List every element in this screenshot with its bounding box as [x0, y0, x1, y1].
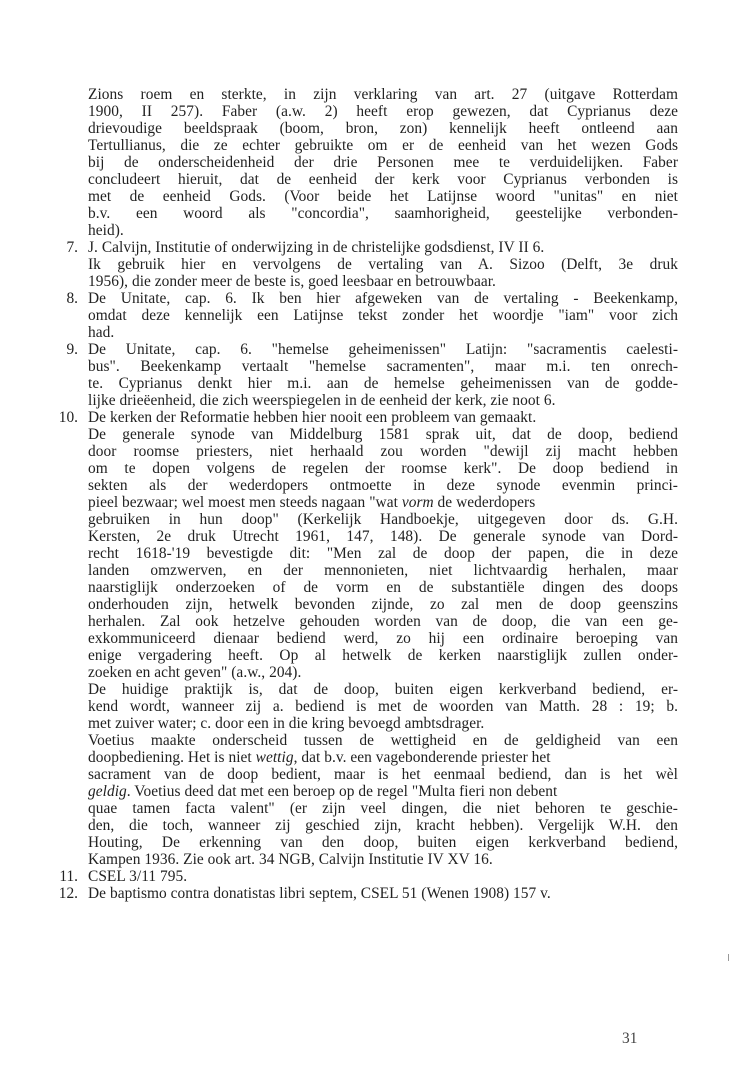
text-line: door roomse priesters, niet herhaald zou worden "dewijl zij macht hebben: [88, 443, 678, 460]
page-number: 31: [622, 1030, 638, 1047]
text-line: bus". Beekenkamp vertaalt "hemelse sacramenten", maar m.i. ten onrech-: [88, 358, 678, 375]
note-number: 9.: [66, 341, 78, 358]
text-line: 1900, II 257). Faber (a.w. 2) heeft erop gewezen, dat Cyprianus deze: [88, 103, 678, 120]
text-line: met zuiver water; c. door een in die kring bevoegd ambtsdrager.: [88, 715, 485, 732]
text-line: 1956), die zonder meer de beste is, goed leesbaar en betrouwbaar.: [88, 273, 496, 290]
text-line: Zions roem en sterkte, in zijn verklaring van art. 27 (uitgave Rotterdam: [88, 86, 678, 103]
note-number: 12.: [58, 885, 78, 902]
text-line: kend wordt, wanneer zij a. bediend is met de woorden van Matth. 28 : 19; b.: [88, 698, 678, 715]
text-line: bij de onderscheidenheid der drie Personen mee te verduidelijken. Faber: [88, 154, 678, 171]
text-line: J. Calvijn, Institutie of onderwijzing in de christelijke godsdienst, IV II 6.: [88, 239, 545, 256]
text-line: gebruiken in hun doop" (Kerkelijk Handboekje, uitgegeven door ds. G.H.: [88, 511, 678, 528]
text-line: Tertullianus, die ze echter gebruikte om er de eenheid van het wezen Gods: [88, 137, 678, 154]
text-line: quae tamen facta valent" (er zijn veel dingen, die niet behoren te geschie-: [88, 800, 678, 817]
text-line: De Unitate, cap. 6. Ik ben hier afgeweken van de vertaling - Beekenkamp,: [88, 290, 678, 307]
text-line: naarstiglijk onderzoeken of de vorm en de substantiële dingen des doops: [88, 579, 678, 596]
text-line: met de eenheid Gods. (Voor beide het Latijnse woord "unitas" en niet: [88, 188, 678, 205]
text-line: De kerken der Reformatie hebben hier nooit een probleem van gemaakt.: [88, 409, 537, 426]
text-line: lijke drieëenheid, die zich weerspiegelen in de eenheid der kerk, zie noot 6.: [88, 392, 556, 409]
text-segment: . Voetius deed dat met een beroep op de regel "Multa fieri non debent: [126, 783, 558, 800]
text-line: De generale synode van Middelburg 1581 sprak uit, dat de doop, bediend: [88, 426, 678, 443]
text-line: b.v. een woord als "concordia", saamhorigheid, geestelijke verbonden-: [88, 205, 678, 222]
text-line: De baptismo contra donatistas libri septem, CSEL 51 (Wenen 1908) 157 v.: [88, 885, 551, 902]
text-line: Voetius maakte onderscheid tussen de wettigheid en de geldigheid van een: [88, 732, 678, 749]
italic-word: vorm: [401, 494, 434, 511]
text-line-vorm: [88, 494, 678, 511]
text-line: concludeert hieruit, dat de eenheid der kerk voor Cyprianus verbonden is: [88, 171, 678, 188]
note-number: 8.: [66, 290, 78, 307]
text-line: Ik gebruik hier en vervolgens de vertaling van A. Sizoo (Delft, 3e druk: [88, 256, 678, 273]
text-segment: , dat b.v. een vagebonderende priester het: [293, 749, 551, 766]
italic-word: wettig: [255, 749, 294, 766]
text-line: den, die toch, wanneer zij geschied zijn, kracht hebben). Vergelijk W.H. den: [88, 817, 678, 834]
text-segment: de wederdopers: [433, 494, 536, 511]
text-line: Kampen 1936. Zie ook art. 34 NGB, Calvijn Institutie IV XV 16.: [88, 851, 493, 868]
text-line: CSEL 3/11 795.: [88, 868, 188, 885]
text-line: onderhouden zijn, hetwelk bevonden zijnde, zo zal men de doop geenszins: [88, 596, 678, 613]
text-segment: doopbediening. Het is niet: [88, 749, 256, 766]
text-line: om te dopen volgens de regelen der roomse kerk". De doop bediend in: [88, 460, 678, 477]
text-line: sekten als der wederdopers ontmoette in deze synode evenmin princi-: [88, 477, 678, 494]
text-line: exkommuniceerd dienaar bediend werd, zo hij een ordinaire beroeping van: [88, 630, 678, 647]
text-segment: pieel bezwaar; wel moest men steeds nagaan "wat: [88, 494, 402, 511]
text-line: drievoudige beeldspraak (boom, bron, zon) kennelijk heeft ontleend aan: [88, 120, 678, 137]
text-line: De Unitate, cap. 6. "hemelse geheimenissen" Latijn: "sacramentis caelesti-: [88, 341, 678, 358]
text-line-wettig: [88, 749, 678, 766]
note-number: 11.: [59, 868, 78, 885]
italic-word: geldig: [88, 783, 127, 800]
text-line: zoeken en acht geven" (a.w., 204).: [88, 664, 302, 681]
text-line: Houting, De erkenning van den doop, buiten eigen kerkverband bediend,: [88, 834, 678, 851]
text-line: heid).: [88, 222, 124, 239]
text-line: sacrament van de doop bedient, maar is het eenmaal bediend, dan is het wèl: [88, 766, 678, 783]
text-line: te. Cyprianus denkt hier m.i. aan de hemelse geheimenissen van de godde-: [88, 375, 678, 392]
text-line: enige vergadering heeft. Op al hetwelk de kerken naarstiglijk zullen onder-: [88, 647, 678, 664]
text-line: had.: [88, 324, 115, 341]
text-line: landen omzwerven, en der mennonieten, niet lichtvaardig herhalen, maar: [88, 562, 678, 579]
note-number: 10.: [58, 409, 78, 426]
text-line: omdat deze kennelijk een Latijnse tekst zonder het woordje "iam" voor zich: [88, 307, 678, 324]
text-line: Kersten, 2e druk Utrecht 1961, 147, 148). De generale synode van Dord-: [88, 528, 678, 545]
text-line: De huidige praktijk is, dat de doop, buiten eigen kerkverband bediend, er-: [88, 681, 678, 698]
text-line: recht 1618-'19 bevestigde dit: "Men zal de doop der papen, die in deze: [88, 545, 678, 562]
text-line-geldig: [88, 783, 678, 800]
text-line: herhalen. Zal ook hetzelve gehouden worden van de doop, die van een ge-: [88, 613, 678, 630]
note-number: 7.: [66, 239, 78, 256]
margin-mark: [728, 954, 729, 961]
